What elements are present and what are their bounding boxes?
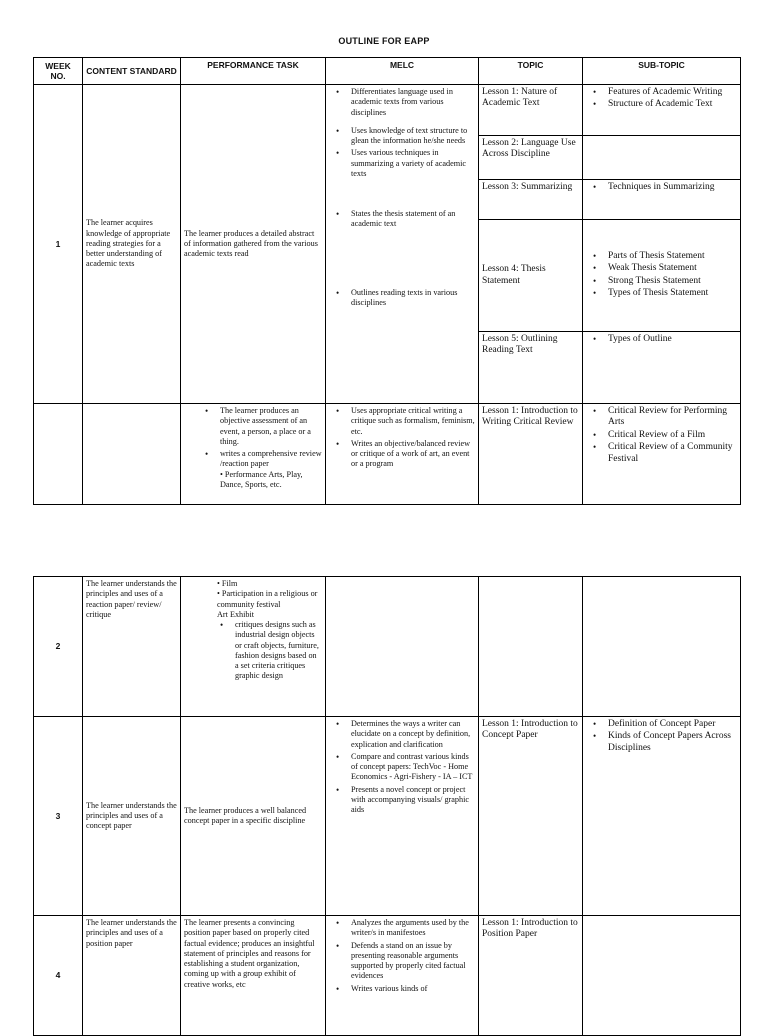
subtopic-cell	[583, 332, 741, 404]
subtopic-item: • Critical Review of a Community Festival	[608, 442, 737, 465]
content-standard: The learner understands the principles and uses of a concept paper	[83, 717, 181, 916]
week-number: 1	[34, 85, 83, 404]
performance-task	[181, 577, 326, 717]
content-standard-empty	[83, 404, 181, 505]
subtopic-item: • Strong Thesis Statement	[608, 276, 737, 287]
melc-item: • Uses appropriate critical writing a critique such as formalism, feminism, etc.	[351, 406, 475, 437]
outline-table-1	[33, 57, 741, 505]
performance-line: • Participation in a religious or community festival	[217, 589, 318, 609]
header-topic: TOPIC	[479, 58, 583, 85]
subtopic-item: • Features of Academic Writing	[608, 87, 737, 98]
header-week: WEEK NO.	[34, 58, 83, 85]
header-subtopic: SUB-TOPIC	[583, 58, 741, 85]
performance-item: • writes a comprehensive review /reaction paper	[220, 449, 322, 470]
header-performance-task: PERFORMANCE TASK	[181, 58, 326, 85]
performance-task: The learner produces a detailed abstract of information gathered from the various academic texts read	[181, 85, 326, 404]
melc-item: • Defends a stand on an issue by presenting reasonable arguments supported by properly cited factual evidences	[351, 941, 475, 982]
melc-cell	[326, 717, 479, 916]
outline-table-2	[33, 576, 741, 1036]
subtopic-item: • Definition of Concept Paper	[608, 719, 737, 730]
week-number: 2	[34, 577, 83, 717]
header-melc: MELC	[326, 58, 479, 85]
subtopic-item: • Types of Outline	[608, 334, 737, 345]
melc-item: • Uses knowledge of text structure to glean the information he/she needs	[351, 126, 475, 147]
subtopic-item: • Critical Review of a Film	[608, 430, 737, 441]
subtopic-cell-empty	[583, 136, 741, 180]
melc-item: • Analyzes the arguments used by the writer/s in manifestoes	[351, 918, 475, 939]
week-number: 3	[34, 717, 83, 916]
performance-item: • critiques designs such as industrial design objects or craft objects, furniture, fashion designs based on a set criteria critiques graphic design	[235, 620, 322, 682]
melc-item: • Compare and contrast various kinds of concept papers: TechVoc - Home Economics - Agri-Fishery - IA – ICT	[351, 752, 475, 783]
performance-task: The learner presents a convincing position paper based on properly cited factual evidence; produces an insightful statement of principles and reasons for establishing a student organization, coming up with a group exhibit of creative works, etc	[181, 916, 326, 1036]
subtopic-item: • Weak Thesis Statement	[608, 263, 737, 274]
performance-item: • The learner produces an objective assessment of an event, a person, a place or a thing.	[220, 406, 322, 447]
content-standard: The learner understands the principles and uses of a position paper	[83, 916, 181, 1036]
subtopic-cell-empty	[583, 916, 741, 1036]
table-row	[34, 85, 741, 136]
melc-item: • Uses various techniques in summarizing a variety of academic texts	[351, 148, 475, 179]
subtopic-item: • Types of Thesis Statement	[608, 288, 737, 299]
topic-lesson-2: Lesson 2: Language Use Across Discipline	[479, 136, 583, 180]
subtopic-item: • Structure of Academic Text	[608, 99, 737, 110]
table-row	[34, 717, 741, 916]
subtopic-cell	[583, 717, 741, 916]
performance-task: The learner produces a well balanced concept paper in a specific discipline	[181, 717, 326, 916]
melc-item: • Outlines reading texts in various disciplines	[351, 288, 475, 309]
topic-cell-empty	[479, 577, 583, 717]
melc-cell	[326, 85, 479, 404]
subtopic-cell	[583, 404, 741, 505]
week-number-empty	[34, 404, 83, 505]
melc-item: • Presents a novel concept or project with accompanying visuals/ graphic aids	[351, 785, 475, 816]
melc-item: • Determines the ways a writer can elucidate on a concept by definition, explication and clarification	[351, 719, 475, 750]
topic-critical-review: Lesson 1: Introduction to Writing Critical Review	[479, 404, 583, 505]
table-row	[34, 577, 741, 717]
document-title: OUTLINE FOR EAPP	[338, 36, 430, 46]
table-row	[34, 916, 741, 1036]
performance-extra: • Performance Arts, Play, Dance, Sports, etc.	[220, 469, 303, 489]
content-standard: The learner understands the principles and uses of a reaction paper/ review/ critique	[83, 577, 181, 717]
melc-cell	[326, 404, 479, 505]
header-content-standard: CONTENT STANDARD	[83, 58, 181, 85]
melc-item: • Writes an objective/balanced review or critique of a work of art, an event or a program	[351, 439, 475, 470]
subtopic-item: • Techniques in Summarizing	[608, 182, 737, 193]
subtopic-item: • Parts of Thesis Statement	[608, 251, 737, 262]
topic-lesson-5: Lesson 5: Outlining Reading Text	[479, 332, 583, 404]
topic-lesson-3: Lesson 3: Summarizing	[479, 180, 583, 220]
subtopic-item: • Kinds of Concept Papers Across Disciplines	[608, 731, 737, 754]
melc-cell-empty	[326, 577, 479, 717]
header-row	[34, 58, 741, 85]
subtopic-cell-empty	[583, 577, 741, 717]
subtopic-item: • Critical Review for Performing Arts	[608, 406, 737, 429]
melc-cell	[326, 916, 479, 1036]
melc-item: • Writes various kinds of	[351, 984, 475, 994]
performance-task	[181, 404, 326, 505]
topic-concept-paper: Lesson 1: Introduction to Concept Paper	[479, 717, 583, 916]
subtopic-cell	[583, 180, 741, 220]
melc-item: • Differentiates language used in academic texts from various disciplines	[351, 87, 475, 118]
table-row	[34, 404, 741, 505]
content-standard: The learner acquires knowledge of appropriate reading strategies for a better understanding of academic texts	[83, 85, 181, 404]
performance-line: • Film	[217, 579, 238, 588]
topic-lesson-1: Lesson 1: Nature of Academic Text	[479, 85, 583, 136]
week-number: 4	[34, 916, 83, 1036]
melc-item: • States the thesis statement of an academic text	[351, 209, 475, 230]
subtopic-cell	[583, 85, 741, 136]
performance-line: Art Exhibit	[217, 609, 255, 619]
subtopic-cell	[583, 220, 741, 332]
topic-position-paper: Lesson 1: Introduction to Position Paper	[479, 916, 583, 1036]
topic-lesson-4: Lesson 4: Thesis Statement	[479, 220, 583, 332]
